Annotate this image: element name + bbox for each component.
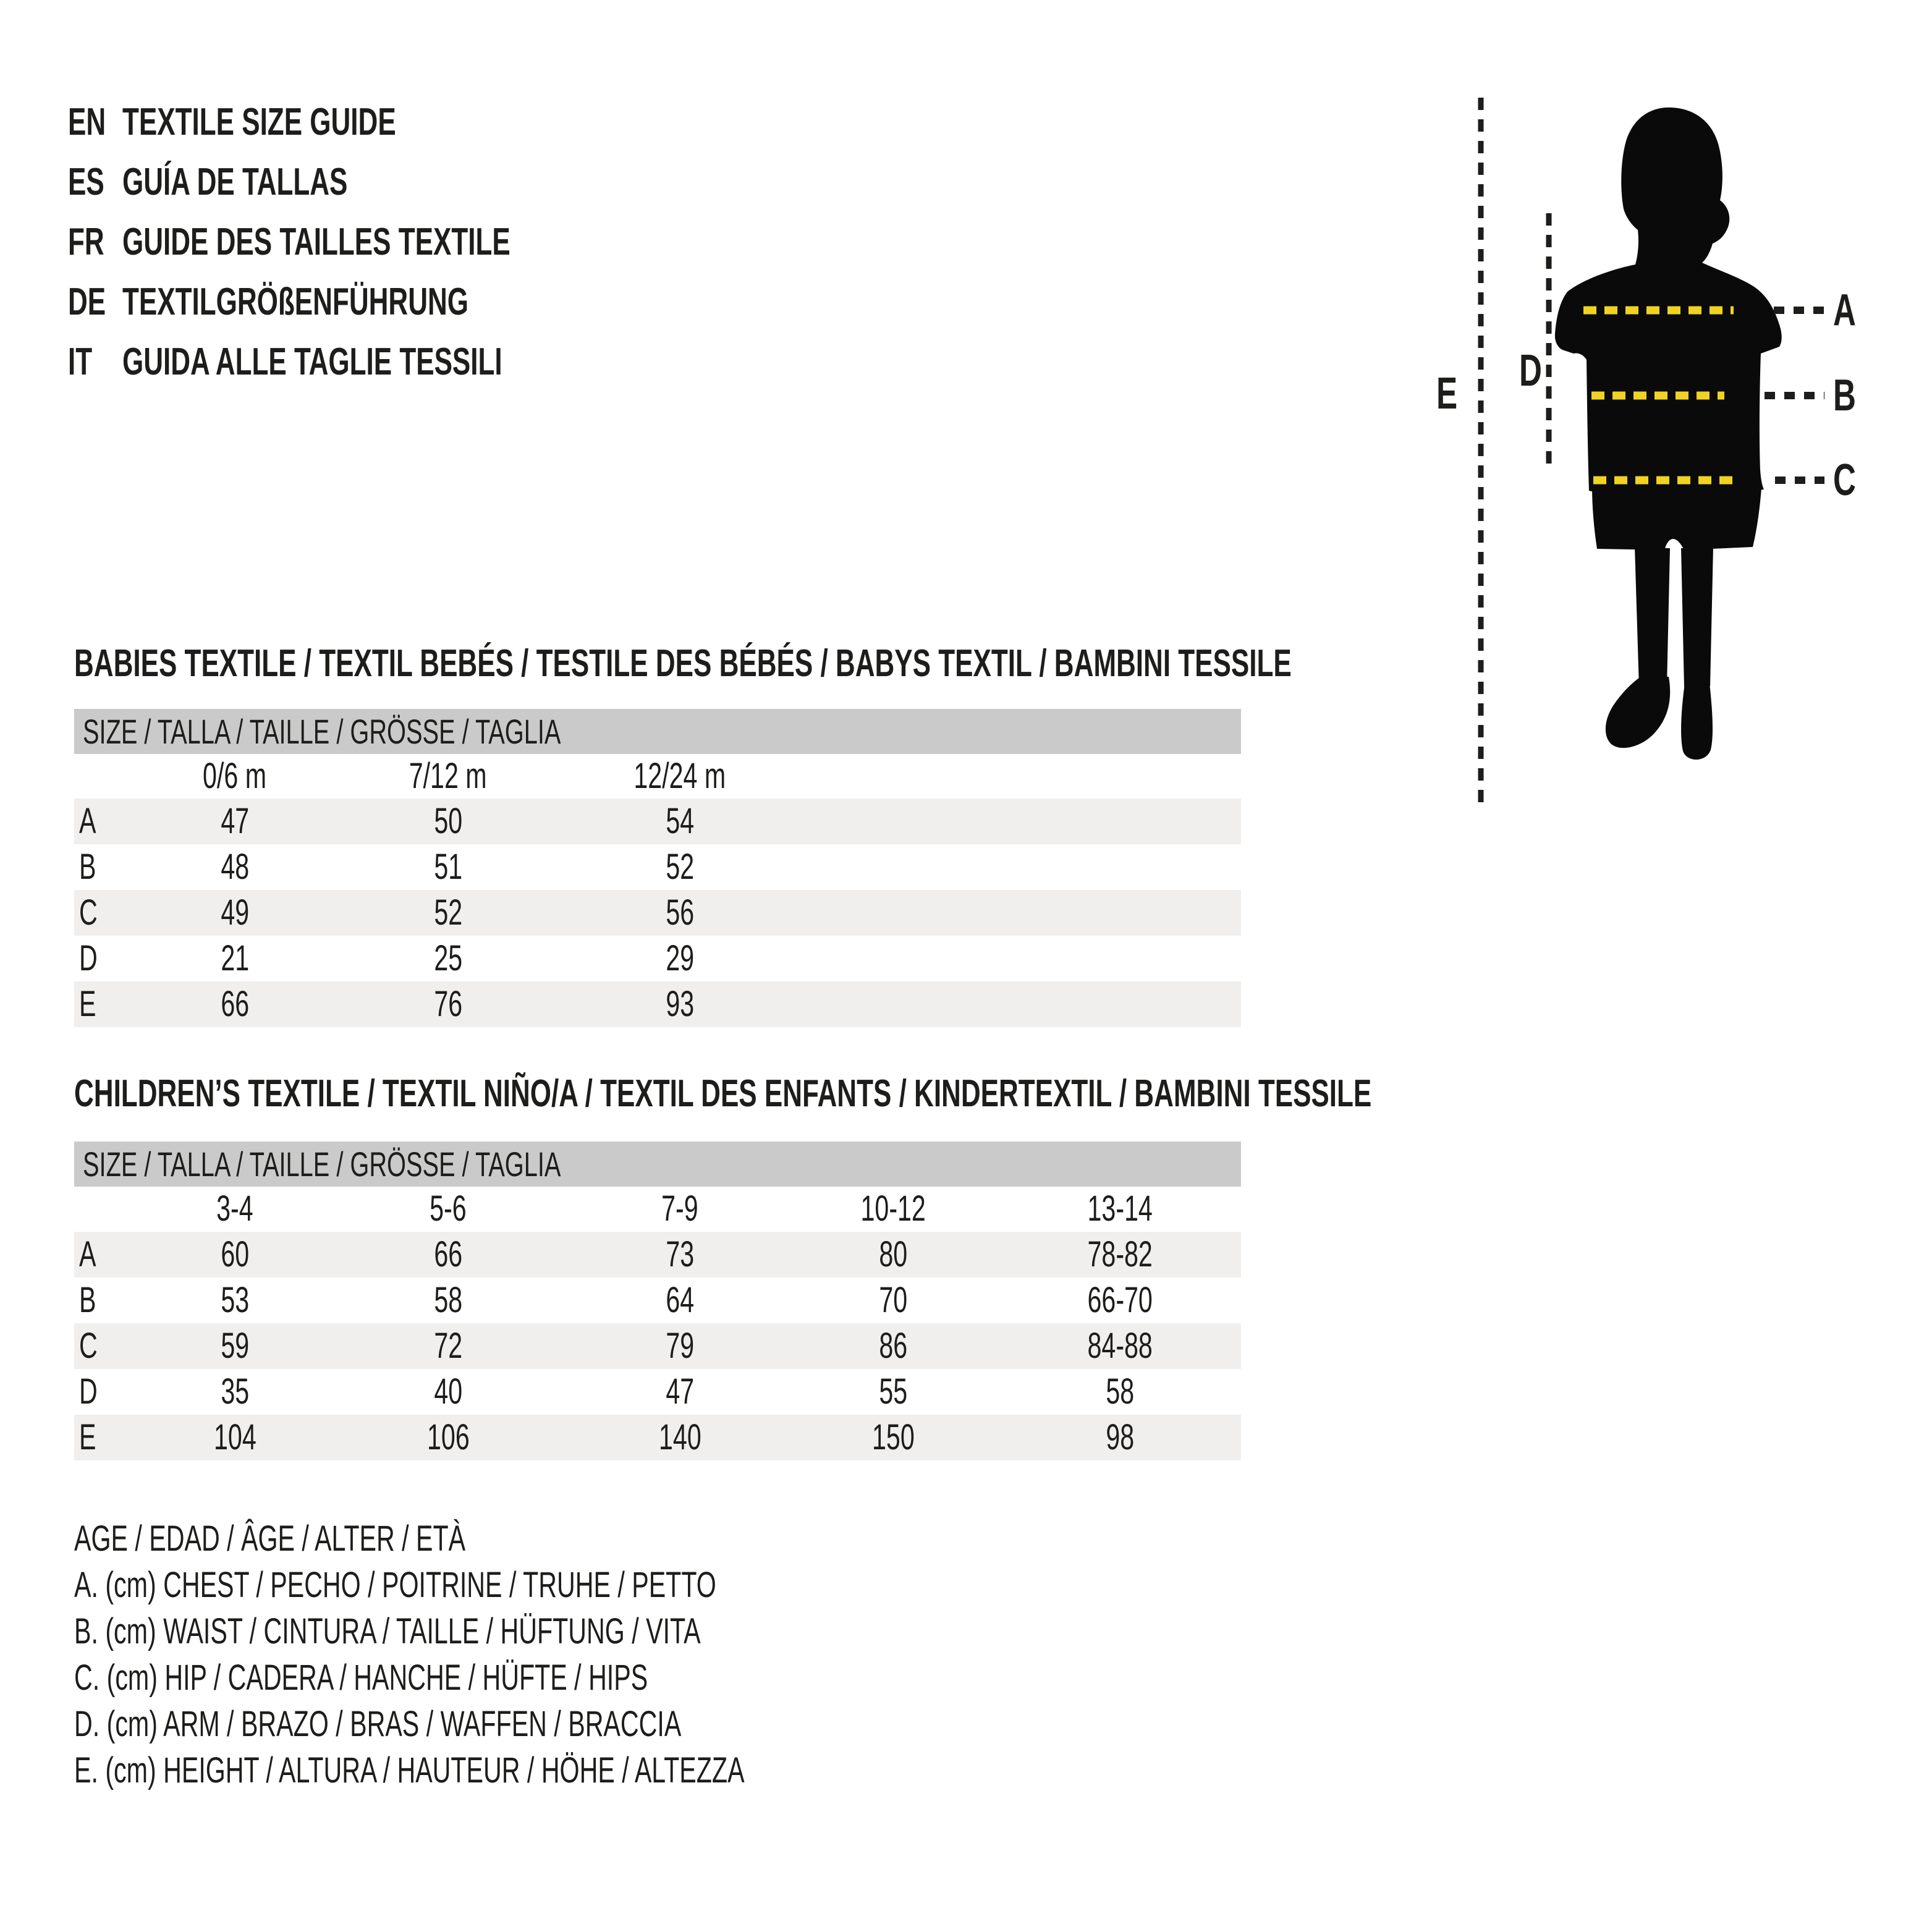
row-label: E — [79, 1417, 96, 1457]
table-cell: 76 — [434, 984, 462, 1024]
table-cell: 79 — [666, 1326, 694, 1366]
table-cell: 56 — [666, 892, 694, 933]
babies-column-header-row — [74, 754, 1241, 799]
column-header: 7-9 — [661, 1188, 698, 1229]
children-row-d — [74, 1369, 1241, 1415]
diagram-label-c: C — [1833, 455, 1856, 505]
diagram-label-a: A — [1833, 286, 1856, 335]
table-cell: 29 — [666, 938, 694, 978]
table-cell: 58 — [1106, 1371, 1134, 1412]
column-header: 13-14 — [1087, 1188, 1153, 1229]
table-cell: 59 — [221, 1326, 249, 1366]
table-cell: 73 — [666, 1234, 694, 1274]
babies-row-b — [74, 844, 1241, 890]
language-code: EN — [68, 101, 106, 143]
table-cell: 70 — [879, 1280, 907, 1320]
children-size-header-bar: SIZE / TALLA / TAILLE / GRÖSSE / TAGLIA — [74, 1142, 1241, 1187]
column-header: 3-4 — [216, 1188, 253, 1229]
table-cell: 80 — [879, 1234, 907, 1274]
babies-size-header-bar: SIZE / TALLA / TAILLE / GRÖSSE / TAGLIA — [74, 709, 1241, 754]
guide-title-fr: GUIDE DES TAILLES TEXTILE — [122, 221, 511, 263]
table-cell: 50 — [434, 801, 462, 841]
silhouette-body — [1555, 108, 1782, 495]
row-label: A — [79, 801, 96, 841]
language-code: ES — [68, 161, 104, 203]
language-code: DE — [68, 281, 106, 323]
row-label: A — [79, 1234, 96, 1274]
children-row-c — [74, 1323, 1241, 1369]
table-cell: 93 — [666, 984, 694, 1024]
children-row-a — [74, 1232, 1241, 1277]
column-header: 12/24 m — [633, 756, 726, 796]
silhouette-shoes — [1606, 676, 1713, 760]
babies-row-e — [74, 981, 1241, 1027]
silhouette-shorts — [1592, 487, 1761, 550]
table-cell: 52 — [666, 847, 694, 887]
legend-line-chest: A. (cm) CHEST / PECHO / POITRINE / TRUHE / PETTO — [74, 1565, 716, 1605]
children-column-header-row — [74, 1187, 1241, 1231]
table-cell: 21 — [221, 938, 249, 978]
row-label: C — [79, 892, 98, 933]
table-cell: 150 — [871, 1417, 915, 1457]
table-cell: 49 — [221, 892, 249, 933]
table-cell: 54 — [666, 801, 694, 841]
babies-row-c — [74, 890, 1241, 936]
table-cell: 51 — [434, 847, 462, 887]
table-cell: 58 — [434, 1280, 462, 1320]
column-header: 10-12 — [860, 1188, 926, 1229]
table-cell: 84-88 — [1087, 1326, 1153, 1366]
table-cell: 35 — [221, 1371, 249, 1412]
row-label: D — [79, 938, 98, 978]
table-cell: 66 — [221, 984, 249, 1024]
child-silhouette-figure — [1421, 87, 1932, 822]
guide-title-en: TEXTILE SIZE GUIDE — [122, 101, 396, 143]
column-header: 0/6 m — [203, 756, 267, 796]
table-cell: 140 — [658, 1417, 701, 1457]
guide-title-de: TEXTILGRÖßENFÜHRUNG — [122, 281, 469, 323]
table-cell: 66 — [434, 1234, 462, 1274]
children-row-e — [74, 1415, 1241, 1460]
table-cell: 72 — [434, 1326, 462, 1366]
table-cell: 60 — [221, 1234, 249, 1274]
table-cell: 47 — [221, 801, 249, 841]
table-cell: 52 — [434, 892, 462, 933]
column-header: 7/12 m — [409, 756, 487, 796]
table-cell: 104 — [213, 1417, 256, 1457]
language-code: IT — [68, 341, 93, 383]
table-cell: 66-70 — [1087, 1280, 1153, 1320]
legend-line-waist: B. (cm) WAIST / CINTURA / TAILLE / HÜFTUNG / VITA — [74, 1611, 701, 1651]
table-cell: 53 — [221, 1280, 249, 1320]
table-cell: 55 — [879, 1371, 907, 1412]
children-row-b — [74, 1277, 1241, 1323]
table-cell: 64 — [666, 1280, 694, 1320]
row-label: E — [79, 984, 96, 1024]
babies-section-title: BABIES TEXTILE / TEXTIL BEBÉS / TESTILE DES BÉBÉS / BABYS TEXTIL / BAMBINI TESSILE — [74, 642, 1292, 685]
table-cell: 48 — [221, 847, 249, 887]
legend-line-arm: D. (cm) ARM / BRAZO / BRAS / WAFFEN / BRACCIA — [74, 1704, 682, 1744]
children-section-title: CHILDREN’S TEXTILE / TEXTIL NIÑO/A / TEXTIL DES ENFANTS / KINDERTEXTIL / BAMBINI TESSILE — [74, 1072, 1372, 1115]
legend-line-age: AGE / EDAD / ÂGE / ALTER / ETÀ — [74, 1519, 466, 1559]
table-cell: 106 — [426, 1417, 470, 1457]
row-label: D — [79, 1371, 98, 1412]
babies-row-d — [74, 936, 1241, 981]
column-header: 5-6 — [430, 1188, 467, 1229]
diagram-label-e: E — [1436, 369, 1458, 418]
table-cell: 40 — [434, 1371, 462, 1412]
legend-line-height: E. (cm) HEIGHT / ALTURA / HAUTEUR / HÖHE / ALTEZZA — [74, 1750, 745, 1790]
row-label: B — [79, 847, 96, 887]
language-code: FR — [68, 221, 104, 263]
diagram-label-d: D — [1519, 346, 1542, 396]
table-cell: 78-82 — [1087, 1234, 1153, 1274]
diagram-label-b: B — [1833, 371, 1856, 420]
babies-row-a — [74, 799, 1241, 844]
table-cell: 47 — [666, 1371, 694, 1412]
row-label: C — [79, 1326, 98, 1366]
table-cell: 25 — [434, 938, 462, 978]
guide-title-es: GUÍA DE TALLAS — [122, 161, 348, 203]
legend-line-hip: C. (cm) HIP / CADERA / HANCHE / HÜFTE / HIPS — [74, 1658, 648, 1698]
table-cell: 98 — [1106, 1417, 1134, 1457]
guide-title-it: GUIDA ALLE TAGLIE TESSILI — [122, 341, 502, 383]
table-cell: 86 — [879, 1326, 907, 1366]
row-label: B — [79, 1280, 96, 1320]
